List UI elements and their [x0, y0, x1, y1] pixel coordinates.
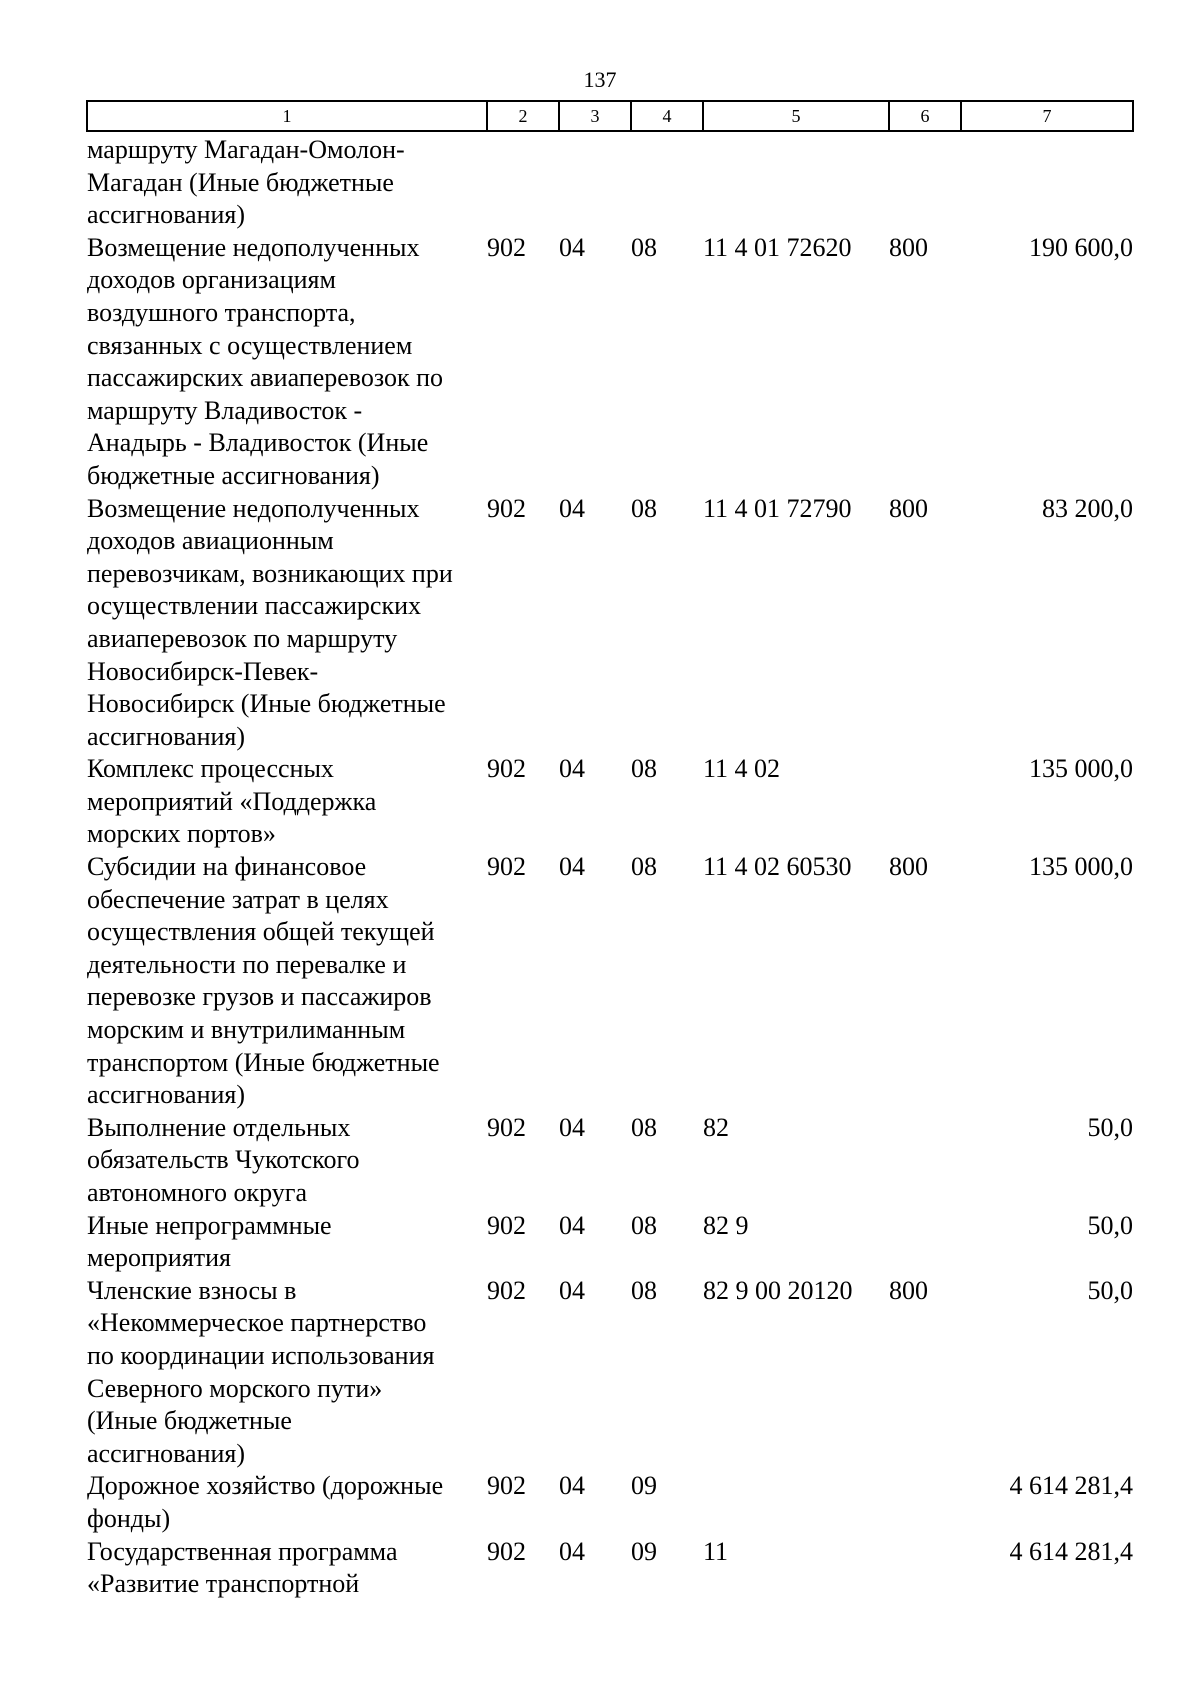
row-name-line: Новосибирск-Певек- [87, 656, 319, 686]
row-name-line: маршруту Магадан-Омолон- [87, 135, 405, 164]
row-name-line: (Иные бюджетные [87, 1406, 292, 1436]
cell-col-7: 135 000,0 [1029, 852, 1133, 882]
column-header: 6 [889, 101, 961, 131]
cell-col-6: 800 [889, 232, 928, 262]
page-number: 137 [583, 67, 617, 92]
row-name-line: транспортом (Иные бюджетные [87, 1047, 440, 1077]
row-name-line: связанных с осуществлением [87, 330, 413, 360]
column-header: 3 [559, 101, 631, 131]
cell-col-4 [631, 131, 703, 232]
row-name-line: мероприятия [87, 1243, 232, 1273]
row-name-line: фонды) [87, 1503, 171, 1533]
cell-col-2: 902 [487, 1210, 526, 1240]
column-number-header-row [87, 101, 1133, 131]
row-name-line: Возмещение недополученных [87, 232, 420, 262]
cell-col-2: 902 [487, 232, 526, 262]
cell-col-5: 82 9 00 20120 [703, 1275, 853, 1305]
cell-col-6 [889, 753, 961, 851]
row-name-line: обеспечение затрат в целях [87, 884, 389, 914]
table-row [87, 1536, 1133, 1601]
row-name-line: Комплекс процессных [87, 754, 334, 784]
cell-col-6 [889, 1470, 961, 1535]
cell-col-6 [889, 1210, 961, 1275]
cell-col-3: 04 [559, 232, 585, 262]
cell-col-6 [889, 1536, 961, 1601]
cell-col-2: 902 [487, 1471, 526, 1501]
cell-col-4: 08 [631, 1275, 657, 1305]
row-name-line: обязательств Чукотского [87, 1145, 360, 1175]
cell-col-5: 82 9 [703, 1210, 749, 1240]
row-name-line: ассигнования) [87, 200, 246, 230]
row-name-line: Северного морского пути» [87, 1373, 383, 1403]
column-header: 7 [961, 101, 1133, 131]
cell-col-7: 4 614 281,4 [1009, 1536, 1133, 1566]
cell-col-4: 08 [631, 493, 657, 523]
cell-col-5: 82 [703, 1112, 729, 1142]
row-name-line: осуществления общей текущей [87, 917, 435, 947]
row-name-cell [87, 1536, 487, 1601]
cell-col-2: 902 [487, 852, 526, 882]
row-name-cell [87, 753, 487, 851]
cell-col-4: 08 [631, 1210, 657, 1240]
cell-col-5: 11 4 02 [703, 754, 781, 784]
row-name-line: деятельности по перевалке и [87, 949, 407, 979]
cell-col-7: 83 200,0 [1042, 493, 1133, 523]
cell-col-6 [889, 131, 961, 232]
row-name-line: Иные непрограммные [87, 1210, 332, 1240]
cell-col-2: 902 [487, 1112, 526, 1142]
table-row [87, 1210, 1133, 1275]
cell-col-5 [703, 131, 889, 232]
row-name-line: осуществлении пассажирских [87, 591, 422, 621]
cell-col-3: 04 [559, 852, 585, 882]
cell-col-4: 08 [631, 852, 657, 882]
row-name-line: по координации использования [87, 1340, 435, 1370]
row-name-line: «Развитие транспортной [87, 1569, 360, 1599]
table-row [87, 232, 1133, 493]
row-name-cell [87, 851, 487, 1112]
row-name-line: Государственная программа [87, 1536, 398, 1566]
cell-col-3 [559, 131, 631, 232]
table-row [87, 851, 1133, 1112]
table-row [87, 493, 1133, 754]
cell-col-2: 902 [487, 754, 526, 784]
row-name-line: автономного округа [87, 1178, 307, 1207]
cell-col-3: 04 [559, 1112, 585, 1142]
table-row [87, 753, 1133, 851]
row-name-line: доходов организациям [87, 265, 336, 295]
row-name-line: ассигнования) [87, 1080, 246, 1110]
row-name-line: морских портов» [87, 819, 276, 849]
cell-col-6 [889, 1112, 961, 1210]
cell-col-2: 902 [487, 493, 526, 523]
row-name-line: воздушного транспорта, [87, 297, 356, 327]
row-name-cell [87, 1275, 487, 1471]
cell-col-7: 190 600,0 [1029, 232, 1133, 262]
column-header: 4 [631, 101, 703, 131]
column-header: 1 [87, 101, 487, 131]
cell-col-7: 135 000,0 [1029, 754, 1133, 784]
cell-col-5 [703, 1470, 889, 1535]
cell-col-4: 08 [631, 1112, 657, 1142]
cell-col-7 [961, 131, 1133, 232]
cell-col-7: 50,0 [1087, 1210, 1133, 1240]
cell-col-6: 800 [889, 1275, 928, 1305]
row-name-line: бюджетные ассигнования) [87, 460, 380, 490]
cell-col-4: 09 [631, 1536, 657, 1566]
table-row [87, 1275, 1133, 1471]
cell-col-7: 50,0 [1087, 1275, 1133, 1305]
row-name-line: доходов авиационным [87, 526, 334, 556]
row-name-line: перевозчикам, возникающих при [87, 558, 453, 588]
row-name-line: «Некоммерческое партнерство [87, 1308, 427, 1338]
row-name-line: перевозке грузов и пассажиров [87, 982, 432, 1012]
cell-col-4: 09 [631, 1471, 657, 1501]
table-body [87, 131, 1133, 1601]
row-name-line: Анадырь - Владивосток (Иные [87, 428, 429, 458]
cell-col-3: 04 [559, 1536, 585, 1566]
cell-col-5: 11 [703, 1536, 729, 1566]
row-name-line: ассигнования) [87, 1438, 246, 1468]
row-name-line: Магадан (Иные бюджетные [87, 167, 394, 197]
column-header: 2 [487, 101, 559, 131]
cell-col-6: 800 [889, 493, 928, 523]
cell-col-4: 08 [631, 754, 657, 784]
row-name-cell [87, 232, 487, 493]
row-name-line: морским и внутрилиманным [87, 1015, 406, 1045]
table-row [87, 1470, 1133, 1535]
row-name-line: маршруту Владивосток - [87, 395, 363, 425]
cell-col-3: 04 [559, 1471, 585, 1501]
table-row [87, 1112, 1133, 1210]
cell-col-6: 800 [889, 852, 928, 882]
row-name-line: Новосибирск (Иные бюджетные [87, 689, 446, 719]
cell-col-5: 11 4 01 72620 [703, 232, 852, 262]
cell-col-3: 04 [559, 1275, 585, 1305]
cell-col-3: 04 [559, 754, 585, 784]
cell-col-3: 04 [559, 1210, 585, 1240]
row-name-cell [87, 1470, 487, 1535]
cell-col-3: 04 [559, 493, 585, 523]
row-name-line: авиаперевозок по маршруту [87, 623, 398, 653]
column-header: 5 [703, 101, 889, 131]
row-name-cell [87, 1210, 487, 1275]
cell-col-5: 11 4 01 72790 [703, 493, 852, 523]
cell-col-7: 4 614 281,4 [1009, 1471, 1133, 1501]
budget-table [86, 100, 1134, 1601]
row-name-line: Дорожное хозяйство (дорожные [87, 1471, 444, 1501]
cell-col-2 [487, 131, 559, 232]
row-name-cell [87, 1112, 487, 1210]
row-name-line: Субсидии на финансовое [87, 852, 367, 882]
cell-col-7: 50,0 [1087, 1112, 1133, 1142]
row-name-line: Возмещение недополученных [87, 493, 420, 523]
cell-col-5: 11 4 02 60530 [703, 852, 852, 882]
row-name-line: Членские взносы в [87, 1275, 297, 1305]
row-name-line: мероприятий «Поддержка [87, 786, 377, 816]
table-row [87, 131, 1133, 232]
cell-col-2: 902 [487, 1536, 526, 1566]
row-name-cell [87, 131, 487, 232]
row-name-line: пассажирских авиаперевозок по [87, 363, 444, 393]
row-name-cell [87, 493, 487, 754]
cell-col-2: 902 [487, 1275, 526, 1305]
row-name-line: ассигнования) [87, 721, 246, 751]
row-name-line: Выполнение отдельных [87, 1112, 351, 1142]
cell-col-4: 08 [631, 232, 657, 262]
